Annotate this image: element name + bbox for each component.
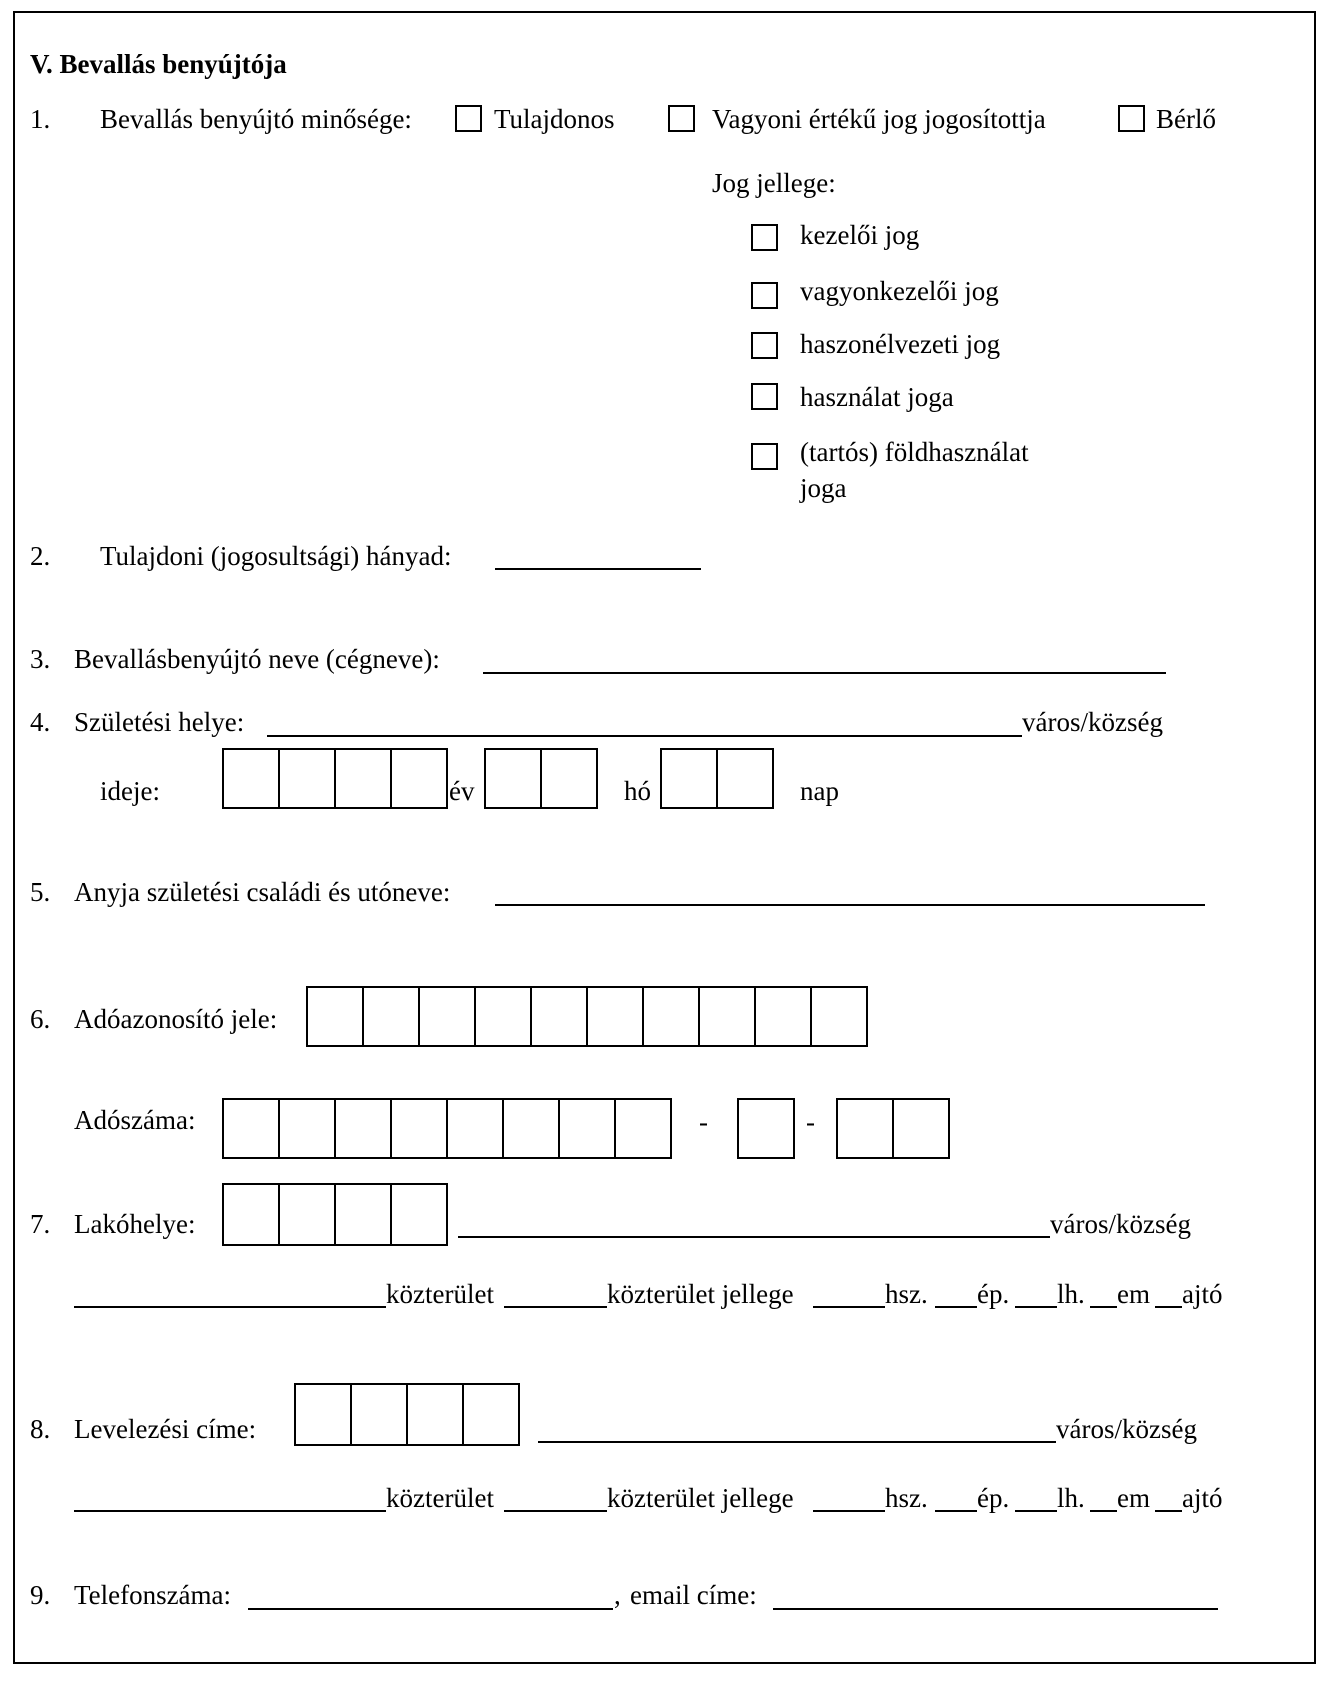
- mailing-zip-boxes[interactable]: [294, 1383, 520, 1446]
- q8-number: 8.: [30, 1414, 51, 1444]
- digit-box[interactable]: [532, 988, 588, 1045]
- mailing-city-input-line[interactable]: [538, 1441, 1056, 1443]
- q5-label: Anyja születési családi és utóneve:: [74, 877, 451, 907]
- foldhasznalat-label-line1: (tartós) földhasználat: [800, 437, 1029, 467]
- digit-box[interactable]: [224, 1100, 280, 1157]
- mailing-city-suffix: város/község: [1056, 1414, 1197, 1444]
- digit-box[interactable]: [588, 988, 644, 1045]
- mail-kozterulet-jellege-label: közterület jellege: [607, 1483, 794, 1513]
- checkbox-vagyoni-ertekú-jog[interactable]: [668, 105, 695, 132]
- checkbox-haszonelvezeti-jog[interactable]: [751, 332, 778, 359]
- checkbox-vagyonkezeloi-jog[interactable]: [751, 282, 778, 309]
- residence-street-type-input-line[interactable]: [504, 1306, 607, 1308]
- birthplace-suffix: város/község: [1022, 707, 1163, 737]
- digit-box[interactable]: [448, 1100, 504, 1157]
- digit-box[interactable]: [308, 988, 364, 1045]
- digit-box[interactable]: [756, 988, 812, 1045]
- q4-label: Születési helye:: [74, 707, 245, 737]
- birth-date-label: ideje:: [100, 776, 160, 806]
- addr-ep-label: ép.: [977, 1279, 1010, 1309]
- email-label: email címe:: [630, 1580, 757, 1610]
- kezeloi-jog-label: kezelői jog: [800, 220, 920, 250]
- q7-label: Lakóhelye:: [74, 1209, 196, 1239]
- residence-ep-input-line[interactable]: [935, 1306, 977, 1308]
- q9-label: Telefonszáma:: [74, 1580, 232, 1610]
- checkbox-kezeloi-jog[interactable]: [751, 224, 778, 251]
- residence-lh-input-line[interactable]: [1015, 1306, 1057, 1308]
- digit-box[interactable]: [352, 1385, 408, 1444]
- tax-number-box-vat[interactable]: [737, 1098, 795, 1159]
- addr-em-label: em: [1117, 1279, 1150, 1309]
- digit-box[interactable]: [224, 750, 280, 807]
- q9-separator: ,: [614, 1580, 621, 1610]
- option-vagyoni-label: Vagyoni értékű jog jogosítottja: [712, 104, 1046, 134]
- tax-number-dash-1: -: [699, 1107, 708, 1137]
- checkbox-foldhasznalat-joga[interactable]: [751, 443, 778, 470]
- digit-box[interactable]: [700, 988, 756, 1045]
- digit-box[interactable]: [364, 988, 420, 1045]
- birth-day-boxes[interactable]: [660, 748, 774, 809]
- digit-box[interactable]: [486, 750, 542, 807]
- tax-number-dash-2: -: [806, 1107, 815, 1137]
- q4-number: 4.: [30, 707, 51, 737]
- option-tulajdonos-label: Tulajdonos: [494, 104, 615, 134]
- q6-label: Adóazonosító jele:: [74, 1004, 278, 1034]
- digit-box[interactable]: [812, 988, 868, 1045]
- digit-box[interactable]: [392, 1185, 448, 1244]
- mailing-street-input-line[interactable]: [74, 1510, 386, 1512]
- addr-hsz-label: hsz.: [885, 1279, 928, 1309]
- phone-input-line[interactable]: [248, 1608, 613, 1610]
- q6-number: 6.: [30, 1004, 51, 1034]
- digit-box[interactable]: [224, 1185, 280, 1244]
- q1-label: Bevallás benyújtó minősége:: [100, 104, 412, 134]
- vagyonkezeloi-jog-label: vagyonkezelői jog: [800, 276, 999, 306]
- digit-box[interactable]: [296, 1385, 352, 1444]
- digit-box[interactable]: [280, 750, 336, 807]
- residence-hsz-input-line[interactable]: [813, 1306, 885, 1308]
- email-input-line[interactable]: [773, 1608, 1218, 1610]
- digit-box[interactable]: [336, 1185, 392, 1244]
- residence-zip-boxes[interactable]: [222, 1183, 448, 1246]
- digit-box[interactable]: [560, 1100, 616, 1157]
- tax-number-label: Adószáma:: [74, 1105, 196, 1135]
- digit-box[interactable]: [718, 750, 774, 807]
- mailing-em-input-line[interactable]: [1090, 1510, 1117, 1512]
- mailing-street-type-input-line[interactable]: [504, 1510, 607, 1512]
- addr-kozterulet-jellege-label: közterület jellege: [607, 1279, 794, 1309]
- digit-box[interactable]: [420, 988, 476, 1045]
- q3-number: 3.: [30, 644, 51, 674]
- q7-number: 7.: [30, 1209, 51, 1239]
- hasznalat-joga-label: használat joga: [800, 382, 954, 412]
- mailing-ep-input-line[interactable]: [935, 1510, 977, 1512]
- digit-box[interactable]: [408, 1385, 464, 1444]
- digit-box[interactable]: [336, 750, 392, 807]
- tax-id-boxes[interactable]: [306, 986, 868, 1047]
- digit-box[interactable]: [280, 1185, 336, 1244]
- birth-year-boxes[interactable]: [222, 748, 448, 809]
- month-label: hó: [624, 776, 651, 806]
- addr-ajto-label: ajtó: [1182, 1279, 1223, 1309]
- digit-box[interactable]: [644, 988, 700, 1045]
- birthplace-input-line[interactable]: [267, 735, 1022, 737]
- year-label: év: [449, 776, 475, 806]
- share-input-line[interactable]: [495, 568, 701, 570]
- digit-box[interactable]: [838, 1100, 894, 1157]
- digit-box[interactable]: [476, 988, 532, 1045]
- digit-box[interactable]: [280, 1100, 336, 1157]
- mailing-ajto-input-line[interactable]: [1155, 1510, 1182, 1512]
- q5-number: 5.: [30, 877, 51, 907]
- q3-label: Bevallásbenyújtó neve (cégneve):: [74, 644, 440, 674]
- residence-em-input-line[interactable]: [1090, 1306, 1117, 1308]
- digit-box[interactable]: [392, 750, 448, 807]
- mother-name-input-line[interactable]: [495, 904, 1205, 906]
- tax-number-boxes-main[interactable]: [222, 1098, 672, 1159]
- residence-city-suffix: város/község: [1050, 1209, 1191, 1239]
- q9-number: 9.: [30, 1580, 51, 1610]
- mail-ep-label: ép.: [977, 1483, 1010, 1513]
- q2-label: Tulajdoni (jogosultsági) hányad:: [100, 541, 452, 571]
- digit-box[interactable]: [464, 1385, 520, 1444]
- mail-em-label: em: [1117, 1483, 1150, 1513]
- mail-ajto-label: ajtó: [1182, 1483, 1223, 1513]
- digit-box[interactable]: [894, 1100, 950, 1157]
- mailing-lh-input-line[interactable]: [1015, 1510, 1057, 1512]
- digit-box[interactable]: [542, 750, 598, 807]
- q2-number: 2.: [30, 541, 51, 571]
- mail-lh-label: lh.: [1057, 1483, 1085, 1513]
- residence-ajto-input-line[interactable]: [1155, 1306, 1182, 1308]
- digit-box[interactable]: [616, 1100, 672, 1157]
- checkbox-tulajdonos[interactable]: [455, 105, 482, 132]
- tax-number-boxes-county[interactable]: [836, 1098, 950, 1159]
- digit-box[interactable]: [504, 1100, 560, 1157]
- foldhasznalat-label-line2: joga: [800, 473, 847, 503]
- digit-box[interactable]: [739, 1100, 795, 1157]
- checkbox-hasznalat-joga[interactable]: [751, 383, 778, 410]
- digit-box[interactable]: [662, 750, 718, 807]
- q1-number: 1.: [30, 104, 51, 134]
- digit-box[interactable]: [336, 1100, 392, 1157]
- checkbox-berlo[interactable]: [1118, 105, 1145, 132]
- addr-kozterulet-label: közterület: [386, 1279, 494, 1309]
- digit-box[interactable]: [392, 1100, 448, 1157]
- mail-hsz-label: hsz.: [885, 1483, 928, 1513]
- haszonelvezeti-jog-label: haszonélvezeti jog: [800, 329, 1001, 359]
- jog-jellege-label: Jog jellege:: [712, 168, 836, 198]
- day-label: nap: [800, 776, 839, 806]
- residence-city-input-line[interactable]: [458, 1236, 1050, 1238]
- birth-month-boxes[interactable]: [484, 748, 598, 809]
- q8-label: Levelezési címe:: [74, 1414, 257, 1444]
- mail-kozterulet-label: közterület: [386, 1483, 494, 1513]
- residence-street-input-line[interactable]: [74, 1306, 386, 1308]
- mailing-hsz-input-line[interactable]: [813, 1510, 885, 1512]
- option-berlo-label: Bérlő: [1156, 104, 1216, 134]
- name-input-line[interactable]: [483, 672, 1166, 674]
- section-title: V. Bevallás benyújtója: [30, 49, 287, 79]
- addr-lh-label: lh.: [1057, 1279, 1085, 1309]
